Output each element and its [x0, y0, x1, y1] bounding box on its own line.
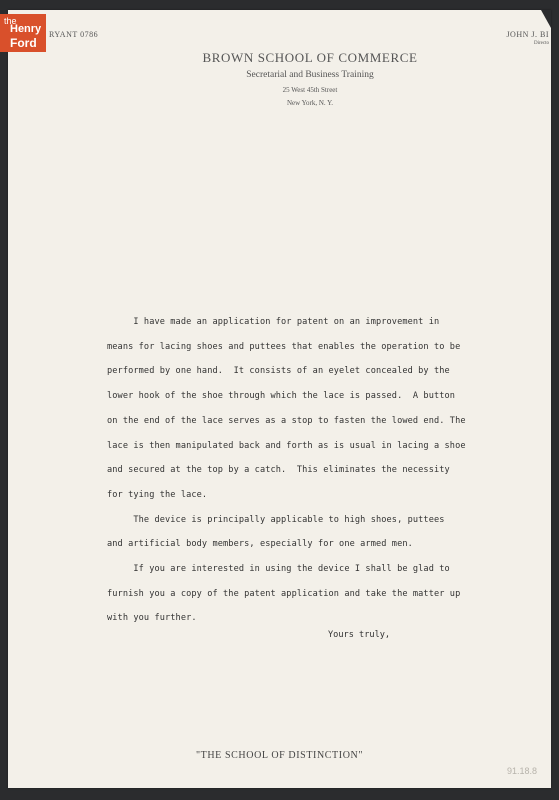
letter-closing: Yours truly,: [328, 630, 391, 640]
director-block: [479, 30, 549, 46]
school-name: BROWN SCHOOL OF COMMERCE: [202, 50, 418, 65]
letter-line: on the end of the lace serves as a stop to fasten the lowed end. The: [107, 415, 466, 426]
letterhead: [150, 50, 470, 107]
school-city: New York, N. Y.: [286, 99, 334, 107]
letter-line: furnish you a copy of the patent application and take the matter up: [107, 588, 461, 599]
school-subtitle: Secretarial and Business Training: [246, 70, 374, 80]
director-name: JOHN J. BI: [506, 30, 549, 39]
school-motto: "THE SCHOOL OF DISTINCTION": [195, 750, 364, 761]
letter-line: lower hook of the shoe through which the lace is passed. A button: [107, 391, 456, 402]
logo-the: the: [4, 16, 17, 26]
archive-number: 91.18.8: [506, 766, 537, 776]
school-address: 25 West 45th Street: [282, 86, 338, 94]
letter-line: means for lacing shoes and puttees that enables the operation to be: [107, 341, 461, 352]
letter-line: for tying the lace.: [107, 489, 208, 500]
letter-line: and secured at the top by a catch. This eliminates the necessity: [107, 465, 450, 476]
letter-line: The device is principally applicable to high shoes, puttees: [107, 514, 445, 525]
letter-line: I have made an application for patent on an improvement in: [107, 317, 440, 327]
henry-ford-logo: [0, 14, 46, 52]
logo-henry: Henry: [10, 23, 42, 35]
director-role: Directo: [534, 41, 549, 46]
letter-body: [107, 310, 517, 631]
letter-line: and artificial body members, especially for one armed men.: [107, 539, 413, 550]
torn-corner: [541, 10, 551, 28]
letter-line: with you further.: [107, 613, 197, 624]
letter-line: If you are interested in using the device I shall be glad to: [107, 564, 450, 575]
letter-line: lace is then manipulated back and forth as is usual in lacing a shoe: [107, 440, 466, 451]
logo-ford: Ford: [10, 36, 37, 50]
letter-line: performed by one hand. It consists of an eyelet concealed by the: [107, 366, 450, 377]
phone-number: RYANT 0786: [49, 30, 99, 39]
